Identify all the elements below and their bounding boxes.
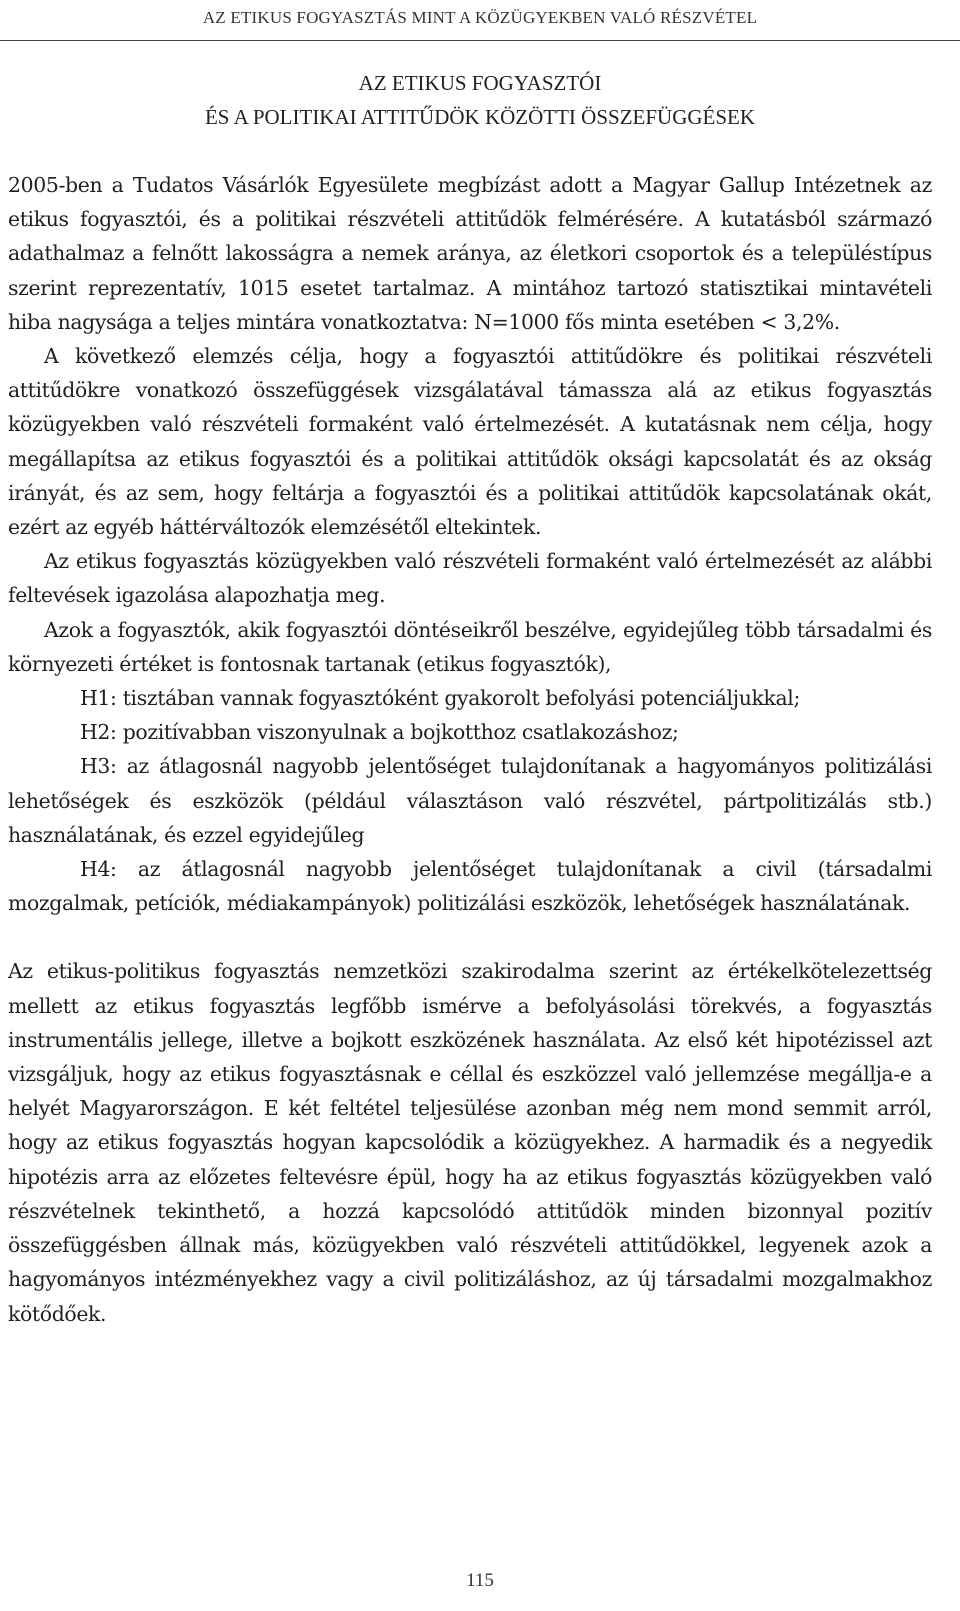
paragraph-hypotheses-intro: Az etikus fogyasztás közügyekben való részvételi formaként való értelmezését az alábbi feltevések igazolása alapozhatja meg. <box>8 549 932 608</box>
hypothesis-h3: H3: az átlagosnál nagyobb jelentőséget tulajdonítanak a hagyományos politizálási lehetőségek és eszközök (például választáson való részvétel, pártpolitizálás stb.) használatának, és ezzel egyidejűleg <box>8 754 932 847</box>
paragraph-literature: Az etikus-politikus fogyasztás nemzetközi szakirodalma szerint az értékelkötelezettség mellett az etikus fogyasztás legfőbb ismérve a befolyásolási törekvés, a fogyasztás instrumentális jellege, illetve a bojkott eszközének használata. Az első két hipotézissel azt vizsgáljuk, hogy az etikus fogyasztásnak e céllal és eszközzel való jellemzése megállja-e a helyét Magyarországon. E két feltétel teljesülése azonban még nem mond semmit arról, hogy az etikus fogyasztás hogyan kapcsolódik a közügyekhez. A harmadik és a negyedik hipotézis arra az előzetes feltevésre épül, hogy ha az etikus fogyasztás közügyekben való részvételnek tekinthető, a hozzá kapcsolódó attitűdök minden bizonnyal pozitív összefüggésben állnak más, közügyekben való részvételi attitűdökkel, legyenek azok a hagyományos intézményekhez vagy a civil politizáláshoz, az új társadalmi mozgalmakhoz kötődőek. <box>8 959 932 1326</box>
header-rule <box>0 40 960 41</box>
hypothesis-h2: H2: pozitívabban viszonyulnak a bojkotthoz csatlakozáshoz; <box>80 720 679 745</box>
section-heading-line-1: AZ ETIKUS FOGYASZTÓI <box>358 71 602 95</box>
body-text <box>8 168 932 1331</box>
hypothesis-h4: H4: az átlagosnál nagyobb jelentőséget tulajdonítanak a civil (társadalmi mozgalmak, petíciók, médiakampányok) politizálási eszközök, lehetőségek használatának. <box>8 857 932 916</box>
hypothesis-h1: H1: tisztában vannak fogyasztóként gyakorolt befolyási potenciáljukkal; <box>80 686 800 711</box>
running-header: AZ ETIKUS FOGYASZTÁS MINT A KÖZÜGYEKBEN VALÓ RÉSZVÉTEL <box>202 8 758 27</box>
paragraph-aim: A következő elemzés célja, hogy a fogyasztói attitűdökre és politikai részvételi attitűdökre vonatkozó összefüggések vizsgálatával támassza alá az etikus fogyasztás közügyekben való részvételi formaként való értelmezését. A kutatásnak nem célja, hogy megállapítsa az etikus fogyasztói és a politikai attitűdök oksági kapcsolatát és az okság irányát, és az sem, hogy feltárja a fogyasztói és a politikai attitűdök kapcsolatának okát, ezért az egyéb háttérváltozók elemzésétől eltekintek. <box>8 344 932 540</box>
paragraph-consumers: Azok a fogyasztók, akik fogyasztói döntéseikről beszélve, egyidejűleg több társadalmi és környezeti értéket is fontosnak tartanak (etikus fogyasztók), <box>8 617 932 676</box>
page-number: 115 <box>466 1570 494 1591</box>
paragraph-intro: 2005-ben a Tudatos Vásárlók Egyesülete megbízást adott a Magyar Gallup Intézetnek az etikus fogyasztói, és a politikai részvételi attitűdök felmérésére. A kutatásból származó adathalmaz a felnőtt lakosságra a nemek aránya, az életkori csoportok és a településtípus szerint reprezentatív, 1015 esetet tartalmaz. A mintához tartozó statisztikai mintavételi hiba nagysága a teljes mintára vonatkoztatva: N=1000 fős minta esetében < 3,2%. <box>8 173 932 334</box>
section-heading <box>0 66 960 134</box>
section-heading-line-2: ÉS A POLITIKAI ATTITŰDÖK KÖZÖTTI ÖSSZEFÜGGÉSEK <box>204 105 756 129</box>
